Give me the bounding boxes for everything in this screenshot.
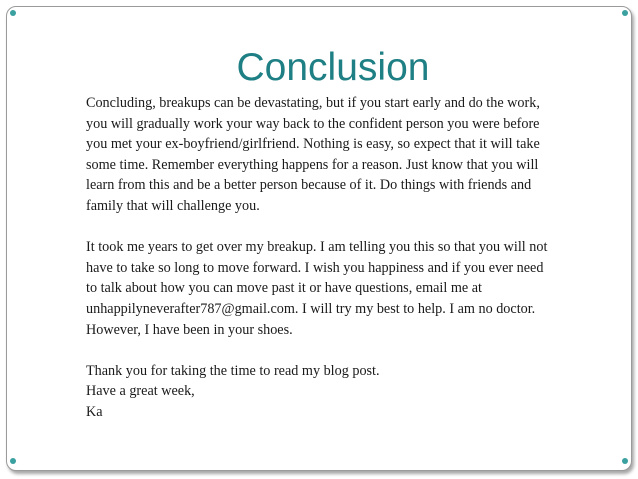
text-line: some time. Remember everything happens for a reason. Just know that you will [86, 156, 539, 173]
corner-dot-icon [622, 458, 628, 464]
text-line: learn from this and be a better person because of it. Do things with friends and [86, 177, 532, 194]
text-line: you met your ex-boyfriend/girlfriend. Nothing is easy, so expect that it will take [86, 136, 540, 153]
corner-dot-icon [622, 10, 628, 16]
paragraph-spacer [86, 340, 576, 361]
slide-title: Conclusion [236, 46, 430, 89]
text-line: It took me years to get over my breakup. I am telling you this so that you will not [86, 239, 548, 256]
slide-body [86, 93, 576, 423]
text-line: Have a great week, [86, 383, 195, 400]
text-line: unhappilyneverafter787@gmail.com. I will try my best to help. I am no doctor. [86, 300, 536, 317]
text-line: have to take so long to move forward. I wish you happiness and if you ever need [86, 259, 544, 276]
corner-dot-icon [10, 458, 16, 464]
signature-line: Ka [86, 403, 103, 420]
text-line: However, I have been in your shoes. [86, 321, 293, 338]
paragraph-signoff [86, 361, 576, 423]
paragraph-conclusion [86, 93, 576, 217]
text-line: family that will challenge you. [86, 197, 260, 214]
paragraph-spacer [86, 217, 576, 238]
text-line: you will gradually work your way back to the confident person you were before [86, 115, 540, 132]
text-line: Thank you for taking the time to read my blog post. [86, 362, 380, 379]
text-line: to talk about how you can move past it or have questions, email me at [86, 280, 482, 297]
text-line: Concluding, breakups can be devastating, but if you start early and do the work, [86, 95, 540, 111]
paragraph-personal-note [86, 237, 576, 340]
corner-dot-icon [10, 10, 16, 16]
